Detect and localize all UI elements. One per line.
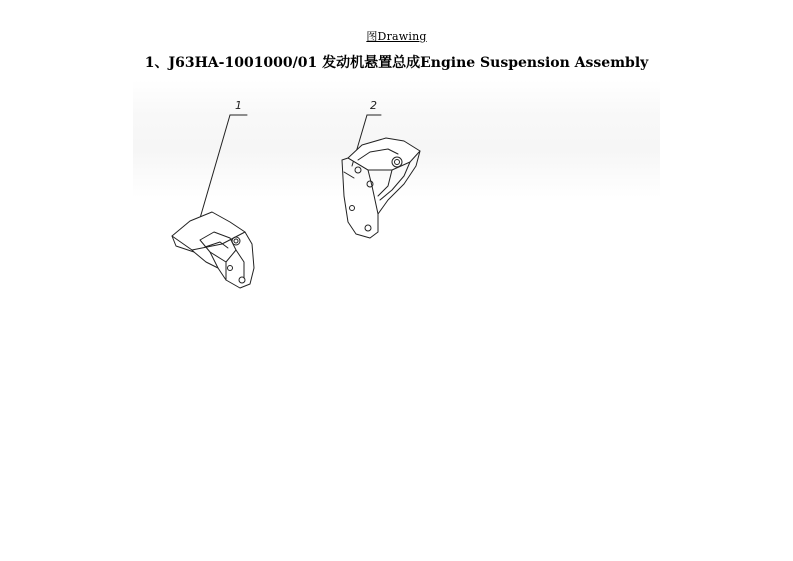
part-2-bracket [342,138,420,238]
leader-line-part-1 [196,115,247,232]
part-1-bracket [172,212,254,288]
callout-part-2: 2 [370,99,377,112]
callout-part-1: 1 [235,99,242,112]
assembly-title: 1、J63HA-1001000/01 发动机悬置总成Engine Suspension Assembly [144,55,649,71]
drawing-caption: 图Drawing [366,30,427,43]
